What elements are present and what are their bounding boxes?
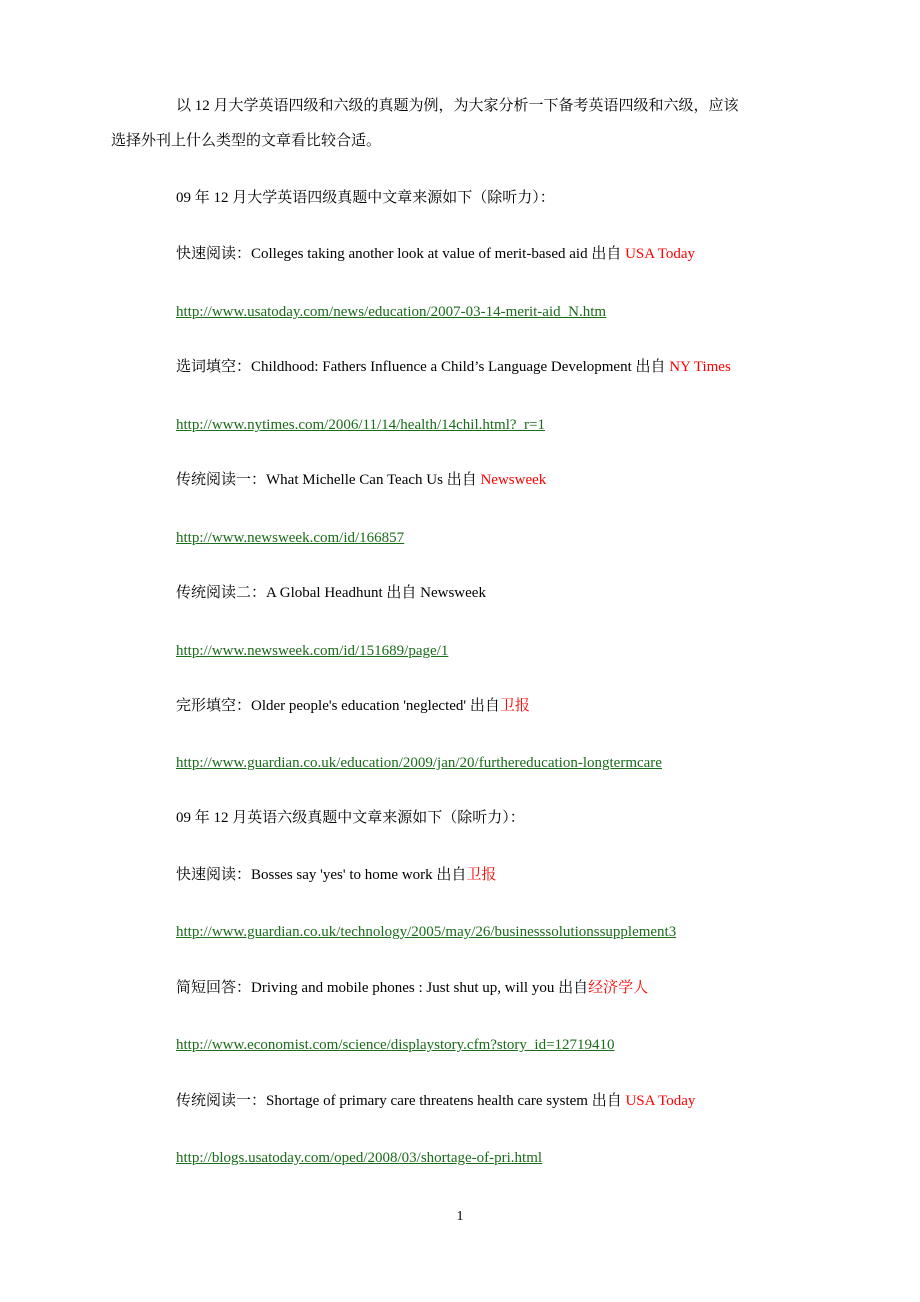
- article-label: 选词填空：Childhood: Fathers Influence a Child’s Language Development 出自: [176, 359, 670, 375]
- cet6-item-title: [176, 865, 496, 885]
- article-link[interactable]: http://www.economist.com/science/displaystory.cfm?story_id=12719410: [176, 1037, 615, 1053]
- article-link[interactable]: http://www.nytimes.com/2006/11/14/health/14chil.html?_r=1: [176, 417, 545, 433]
- article-link[interactable]: http://www.guardian.co.uk/education/2009/jan/20/furthereducation-longtermcare: [176, 755, 662, 771]
- cet6-item-title: [176, 1091, 695, 1111]
- article-label: 完形填空：Older people's education 'neglected' 出自: [176, 698, 500, 714]
- cet4-item-title: [176, 583, 486, 603]
- article-label: 简短回答：Driving and mobile phones : Just shut up, will you 出自: [176, 980, 589, 996]
- article-link[interactable]: http://www.newsweek.com/id/166857: [176, 530, 405, 546]
- article-label: 传统阅读一：Shortage of primary care threatens health care system 出自: [176, 1093, 626, 1109]
- source-name: 经济学人: [588, 980, 649, 996]
- intro-line-2: 选择外刊上什么类型的文章看比较合适。: [111, 133, 382, 149]
- cet4-item-title: [176, 357, 731, 377]
- source-name: Newsweek: [480, 472, 547, 488]
- cet4-item-title: [176, 696, 530, 716]
- intro-line-1: 以 12 月大学英语四级和六级的真题为例，为大家分析一下备考英语四级和六级，应该: [176, 98, 739, 114]
- cet4-item-title: [176, 244, 695, 264]
- source-name: 卫报: [499, 698, 530, 714]
- article-link[interactable]: http://www.guardian.co.uk/technology/2005/may/26/businesssolutionssupplement3: [176, 924, 677, 940]
- source-name: NY Times: [669, 359, 731, 375]
- source-name: USA Today: [625, 246, 696, 262]
- source-name: 卫报: [466, 867, 497, 883]
- article-label: 传统阅读一：What Michelle Can Teach Us 出自: [176, 472, 481, 488]
- article-link[interactable]: http://blogs.usatoday.com/oped/2008/03/shortage-of-pri.html: [176, 1150, 543, 1166]
- page-number: 1: [456, 1209, 464, 1224]
- cet4-heading: 09 年 12 月大学英语四级真题中文章来源如下（除听力）：: [176, 190, 555, 206]
- article-label: 快速阅读：Colleges taking another look at value of merit-based aid 出自: [176, 246, 626, 262]
- cet4-item-title: [176, 470, 546, 490]
- source-name: USA Today: [625, 1093, 696, 1109]
- cet6-item-title: [176, 978, 648, 998]
- article-link[interactable]: http://www.usatoday.com/news/education/2007-03-14-merit-aid_N.htm: [176, 304, 607, 320]
- article-label: 快速阅读：Bosses say 'yes' to home work 出自: [176, 867, 467, 883]
- article-link[interactable]: http://www.newsweek.com/id/151689/page/1: [176, 643, 449, 659]
- article-label: 传统阅读二：A Global Headhunt 出自 Newsweek: [176, 585, 486, 601]
- cet6-heading: 09 年 12 月英语六级真题中文章来源如下（除听力）：: [176, 810, 525, 826]
